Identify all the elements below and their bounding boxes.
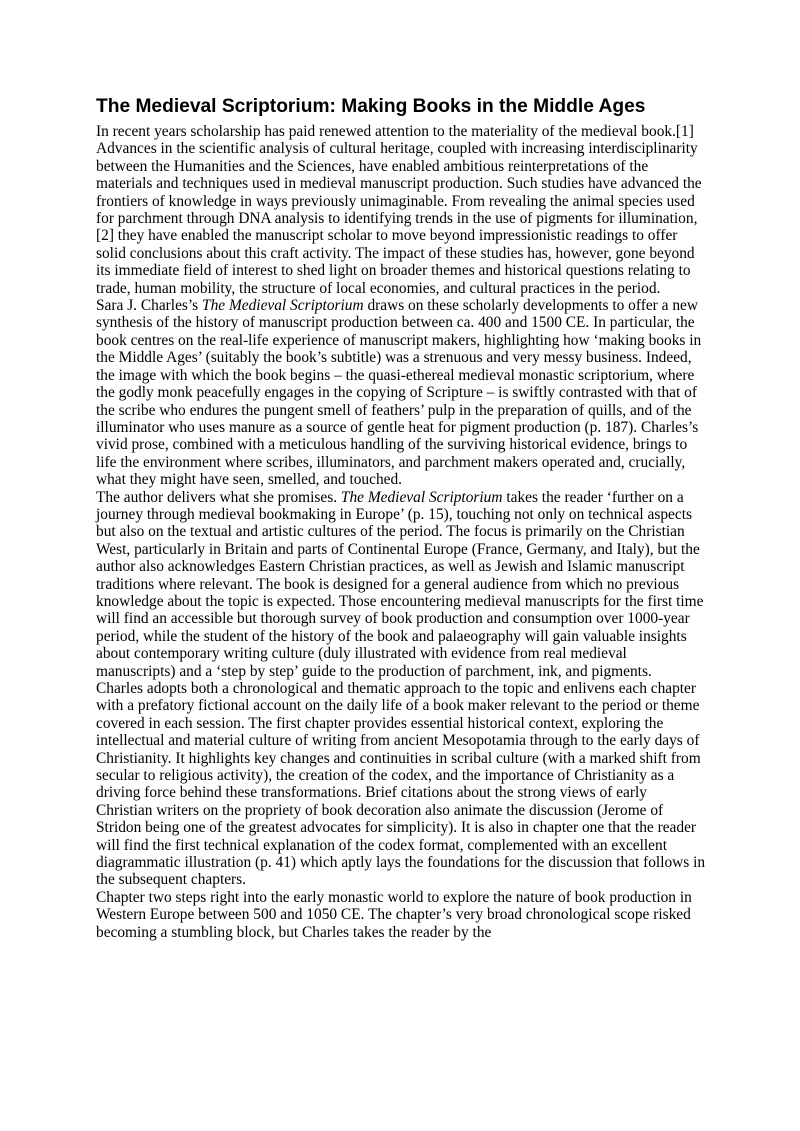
document-page xyxy=(96,94,706,941)
paragraph-text: Sara J. Charles’s xyxy=(96,297,203,315)
paragraph-chapter-two: Chapter two steps right into the early monastic world to explore the nature of book production in Western Europe between 500 and 1050 CE. The chapter’s very broad chronological scope risked becoming a stumbling block, but Charles takes the reader by the xyxy=(96,888,692,941)
paragraph-chapter-one: Charles adopts both a chronological and thematic approach to the topic and enlivens each chapter with a prefatory fictional account on the daily life of a book maker relevant to the period or theme covered in each session. The first chapter provides essential historical context, exploring the intellectual and material culture of writing from ancient Mesopotamia through to the early days of Christianity. It highlights key changes and continuities in scribal culture (with a marked shift from secular to religious activity), the creation of the codex, and the importance of Christianity as a driving force behind these transformations. Brief citations about the strong views of early Christian writers on the propriety of book decoration also animate the discussion (Jerome of Stridon being one of the greatest advocates for simplicity). It is also in chapter one that the reader will find the first technical explanation of the codex format, complemented with an excellent diagrammatic illustration (p. 41) which aptly lays the foundations for the discussion that follows in the subsequent chapters. xyxy=(96,680,706,889)
paragraph-text: The author delivers what she promises. xyxy=(96,488,341,506)
paragraph-text: takes the reader ‘further on a journey through medieval bookmaking in Europe’ (p. 15), touching not only on technical aspects but also on the textual and artistic cultures of the period. The focus is primarily on the Christian West, particularly in Britain and parts of Continental Europe (France, Germany, and Italy), but the author also acknowledges Eastern Christian practices, as well as Jewish and Islamic manuscript traditions where relevant. The book is designed for a general audience from which no previous knowledge about the topic is expected. Those encountering medieval manuscripts for the first time will find an accessible but thorough survey of book production and consumption over 1000-year period, while the student of the history of the book and palaeography will gain valuable insights about contemporary writing culture (duly illustrated with evidence from real medieval manuscripts) and a ‘step by step’ guide to the production of parchment, ink, and pigments. xyxy=(96,488,704,680)
paragraph-author-delivers xyxy=(96,489,706,680)
paragraph-intro: In recent years scholarship has paid renewed attention to the materiality of the medieval book.[1] xyxy=(96,123,694,140)
paragraph-scientific-advances: Advances in the scientific analysis of cultural heritage, coupled with increasing interdisciplinarity between the Humanities and the Sciences, have enabled ambitious reinterpretations of the materials and techniques used in medieval manuscript production. Such studies have advanced the frontiers of knowledge in ways previously unimaginable. From revealing the animal species used for parchment through DNA analysis to identifying trends in the use of pigments for illumination,[2] they have enabled the manuscript scholar to move beyond impressionistic readings to offer solid conclusions about this craft activity. The impact of these studies has, however, gone beyond its immediate field of interest to shed light on broader themes and historical questions relating to trade, human mobility, the structure of local economies, and cultural practices in the period. xyxy=(96,140,702,297)
book-title-italic: The Medieval Scriptorium xyxy=(340,488,503,506)
document-title: The Medieval Scriptorium: Making Books in the Middle Ages xyxy=(96,96,646,117)
book-title-italic: The Medieval Scriptorium xyxy=(202,297,364,315)
paragraph-text: draws on these scholarly developments to offer a new synthesis of the history of manuscript production between ca. 400 and 1500 CE. In particular, the book centres on the real-life experience of manuscript makers, highlighting how ‘making books in the Middle Ages’ (suitably the book’s subtitle) was a strenuous and very messy business. Indeed, the image with which the book begins – the quasi-ethereal medieval monastic scriptorium, where the godly monk peacefully engages in the copying of Scripture – is swiftly contrasted with that of the scribe who endures the pungent smell of feathers’ pulp in the preparation of quills, and of the illuminator who uses manure as a source of gentle heat for pigment production (p. 187). Charles’s vivid prose, combined with a meticulous handling of the surviving historical evidence, brings to life the environment where scribes, illuminators, and parchment makers operated and, crucially, what they might have seen, smelled, and touched. xyxy=(96,297,702,489)
paragraph-book-synthesis xyxy=(96,297,706,488)
